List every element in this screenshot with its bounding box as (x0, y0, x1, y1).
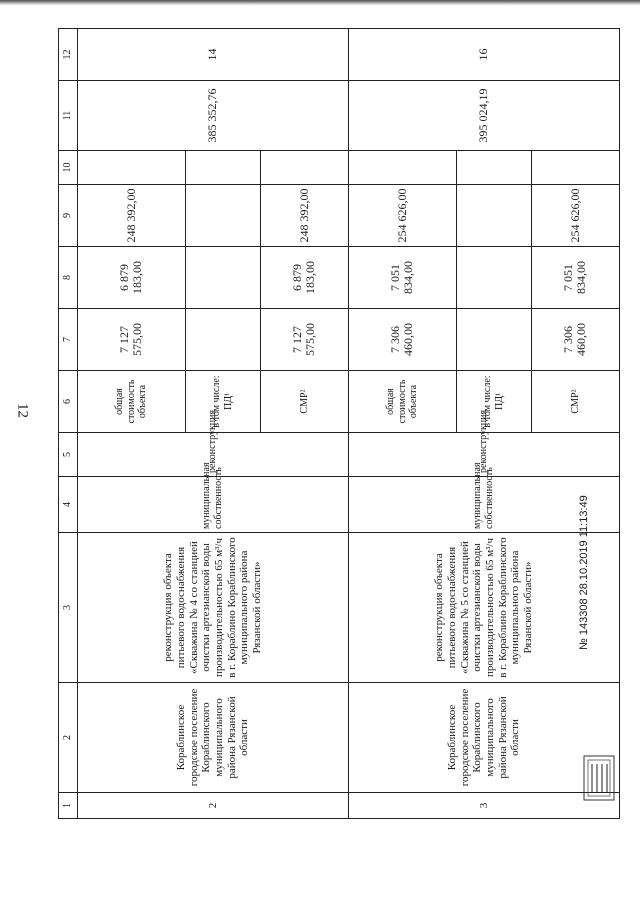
value-cell (185, 151, 260, 185)
object-table (58, 28, 620, 819)
value-cell: 14 (78, 29, 349, 81)
value-cell (456, 185, 531, 247)
header-row (59, 29, 78, 819)
header-cell: 10 (59, 151, 78, 185)
header-cell: 4 (59, 477, 78, 533)
object-cell: реконструкция объекта питьевого водоснабжения «Скважина № 4 со станцией очистки артезианской воды производительностью 65 м³/ч в г. Кораблино Кораблинского муниципального района Рязанской области» (78, 533, 349, 683)
work-type-cell: реконструкция (78, 433, 349, 477)
header-cell: 7 (59, 309, 78, 371)
row-number: 3 (348, 793, 619, 819)
ownership-cell: муниципальная собственность (78, 477, 349, 533)
value-cell (260, 151, 348, 185)
value-cell: 7 051 834,00 (348, 247, 456, 309)
value-cell (456, 309, 531, 371)
value-cell (185, 247, 260, 309)
value-cell (348, 151, 456, 185)
value-cell: 7 306 460,00 (531, 309, 619, 371)
value-cell: 248 392,00 (78, 185, 186, 247)
cost-label-cell: в том числе: ПД¹ (456, 371, 531, 433)
value-cell (456, 247, 531, 309)
table-row (348, 29, 456, 819)
value-cell: 254 626,00 (348, 185, 456, 247)
value-cell: 7 127 575,00 (260, 309, 348, 371)
value-cell (531, 151, 619, 185)
header-cell: 1 (59, 793, 78, 819)
cost-label-cell: СМР² (260, 371, 348, 433)
value-cell: 248 392,00 (260, 185, 348, 247)
header-cell: 6 (59, 371, 78, 433)
registration-stamp-icon (582, 754, 616, 802)
value-cell: 385 352,76 (78, 81, 349, 151)
cost-label-cell: в том числе: ПД¹ (185, 371, 260, 433)
value-cell: 7 127 575,00 (78, 309, 186, 371)
document-table-wrap (58, 28, 620, 818)
value-cell: 254 626,00 (531, 185, 619, 247)
value-cell: 7 306 460,00 (348, 309, 456, 371)
header-cell: 12 (59, 29, 78, 81)
value-cell: 6 879 183,00 (78, 247, 186, 309)
work-type-cell: реконструкция (348, 433, 619, 477)
header-cell: 11 (59, 81, 78, 151)
cost-label-cell: СМР² (531, 371, 619, 433)
header-cell: 8 (59, 247, 78, 309)
recipient-cell: Кораблинское городское поселение Кораблинского муниципального района Рязанской области (348, 683, 619, 793)
value-cell (185, 185, 260, 247)
row-number: 2 (78, 793, 349, 819)
header-cell: 2 (59, 683, 78, 793)
header-cell: 3 (59, 533, 78, 683)
scan-edge (0, 0, 640, 6)
document-footer-stamp: № 143308 28.10.2019 11:13:49 (578, 495, 590, 650)
cost-label-cell: общая стоимость объекта (78, 371, 186, 433)
value-cell (185, 309, 260, 371)
value-cell (78, 151, 186, 185)
value-cell: 395 024,19 (348, 81, 619, 151)
table-row (78, 29, 186, 819)
header-cell: 5 (59, 433, 78, 477)
cost-label-cell: общая стоимость объекта (348, 371, 456, 433)
value-cell: 7 051 834,00 (531, 247, 619, 309)
value-cell: 6 879 183,00 (260, 247, 348, 309)
recipient-cell: Кораблинское городское поселение Кораблинского муниципального района Рязанской области (78, 683, 349, 793)
value-cell (456, 151, 531, 185)
rotated-table-frame (58, 28, 620, 818)
header-cell: 9 (59, 185, 78, 247)
object-cell: реконструкция объекта питьевого водоснабжения «Скважина № 5 со станцией очистки артезианской воды производительностью 65 м³/ч в г. Кораблино Кораблинского муниципального района Рязанской области» (348, 533, 619, 683)
ownership-cell: муниципальная собственность (348, 477, 619, 533)
value-cell: 16 (348, 29, 619, 81)
page-number: 12 (14, 403, 31, 418)
